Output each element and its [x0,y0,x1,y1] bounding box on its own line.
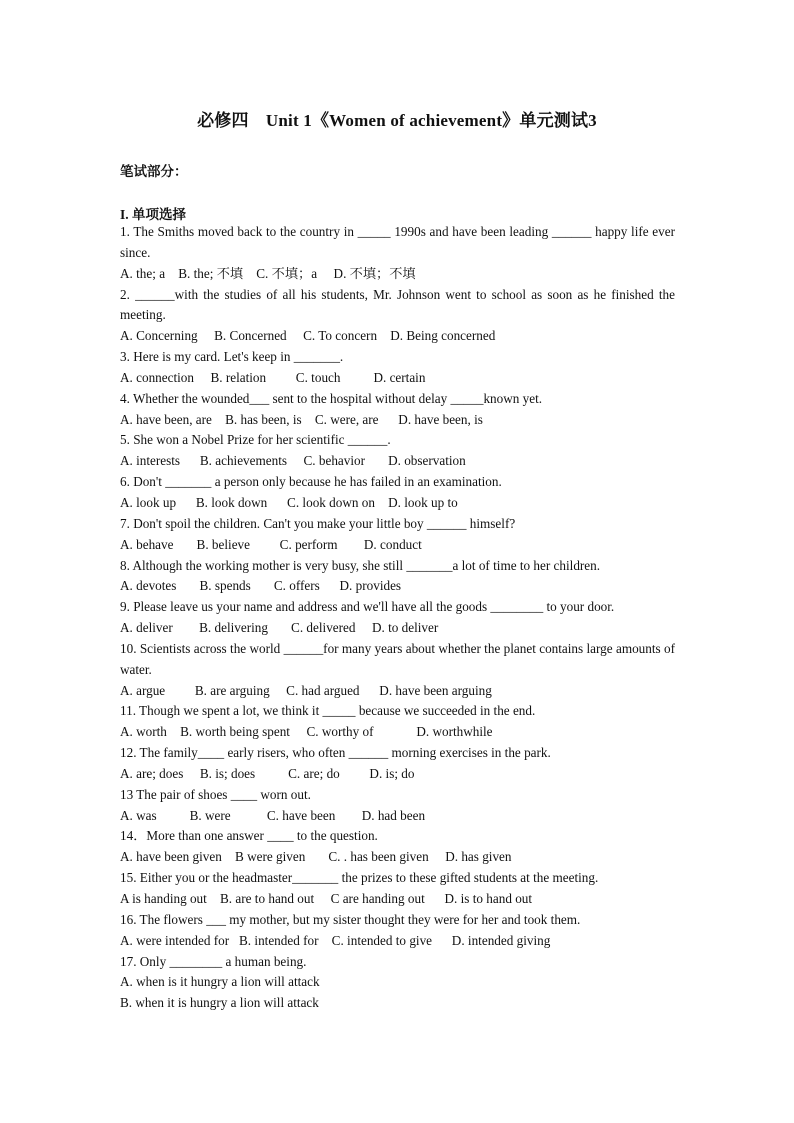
document-title: 必修四 Unit 1《Women of achievement》单元测试3 [197,111,597,130]
question-item [120,285,675,348]
answer-options: A. Concerning B. Concerned C. To concern D. Being concerned [120,328,496,344]
question-text: 10. Scientists across the world ______for many years about whether the planet contains large amounts of water. [120,640,675,677]
answer-options: A. behave B. believe C. perform D. conduct [120,536,422,552]
question-text: 9. Please leave us your name and address and we'll have all the goods ________ to your door. [120,599,615,615]
question-text: 2. ______with the studies of all his students, Mr. Johnson went to school as soon as he finished the meeting. [120,286,675,323]
question-item [120,743,675,785]
question-item [120,472,675,514]
answer-options: A. worth B. worth being spent C. worthy of D. worthwhile [120,724,493,740]
answer-options: A is handing out B. are to hand out C are handing out D. is to hand out [120,891,533,906]
question-text: 11. Though we spent a lot, we think it _____ because we succeeded in the end. [120,703,536,719]
question-item [120,785,675,827]
section-single-choice-heading: I. 单项选择 [120,207,187,222]
question-text: 6. Don't _______ a person only because he has failed in an examination. [120,474,502,490]
question-item [120,347,675,389]
answer-options: A. have been given B were given C. . has been given D. has given [120,849,512,865]
question-item [120,556,675,598]
question-item [120,910,675,952]
answer-options: A. when is it hungry a lion will attack [120,974,320,990]
answer-options: A. devotes B. spends C. offers D. provides [120,578,402,594]
answer-options: A. was B. were C. have been D. had been [120,807,426,823]
question-item [120,514,675,556]
question-text: 16. The flowers ___ my mother, but my sister thought they were for her and took them. [120,911,581,927]
answer-options: A. the; a B. the; 不填 C. 不填；a D. 不填；不填 [120,265,416,281]
question-text: 8. Although the working mother is very busy, she still _______a lot of time to her children. [120,557,601,573]
question-list [120,222,675,1014]
question-item [120,639,675,702]
question-text: 13 The pair of shoes ____ worn out. [120,786,311,802]
question-text: 17. Only ________ a human being. [120,953,307,969]
question-item [120,868,675,910]
question-item [120,597,675,639]
answer-options: A. were intended for B. intended for C. intended to give D. intended giving [120,932,551,948]
answer-options: A. interests B. achievements C. behavior D. observation [120,453,466,469]
question-text: 4. Whether the wounded___ sent to the hospital without delay _____known yet. [120,390,543,406]
answer-options: A. argue B. are arguing C. had argued D. have been arguing [120,682,492,698]
question-item [120,430,675,472]
question-item [120,389,675,431]
question-text: 14．More than one answer ____ to the question. [120,828,378,844]
answer-options: A. look up B. look down C. look down on D. look up to [120,494,458,510]
question-item [120,701,675,743]
question-text: 1. The Smiths moved back to the country in _____ 1990s and have been leading ______ happy life ever since. [120,224,675,260]
question-item [120,826,675,868]
answer-options: A. deliver B. delivering C. delivered D. to deliver [120,620,439,636]
question-text: 3. Here is my card. Let's keep in _______. [120,349,344,365]
question-text: 5. She won a Nobel Prize for her scientific ______. [120,432,391,448]
answer-options: A. have been, are B. has been, is C. were, are D. have been, is [120,411,483,427]
answer-options: A. are; does B. is; does C. are; do D. is; do [120,765,415,781]
answer-options: B. when it is hungry a lion will attack [120,995,319,1011]
question-text: 12. The family____ early risers, who often ______ morning exercises in the park. [120,745,551,761]
question-text: 7. Don't spoil the children. Can't you make your little boy ______ himself? [120,515,516,531]
section-written-heading: 笔试部分： [120,164,188,179]
question-item [120,952,675,1015]
question-item [120,222,675,285]
question-text: 15. Either you or the headmaster_______ the prizes to these gifted students at the meeting. [120,870,599,886]
answer-options: A. connection B. relation C. touch D. certain [120,369,426,385]
